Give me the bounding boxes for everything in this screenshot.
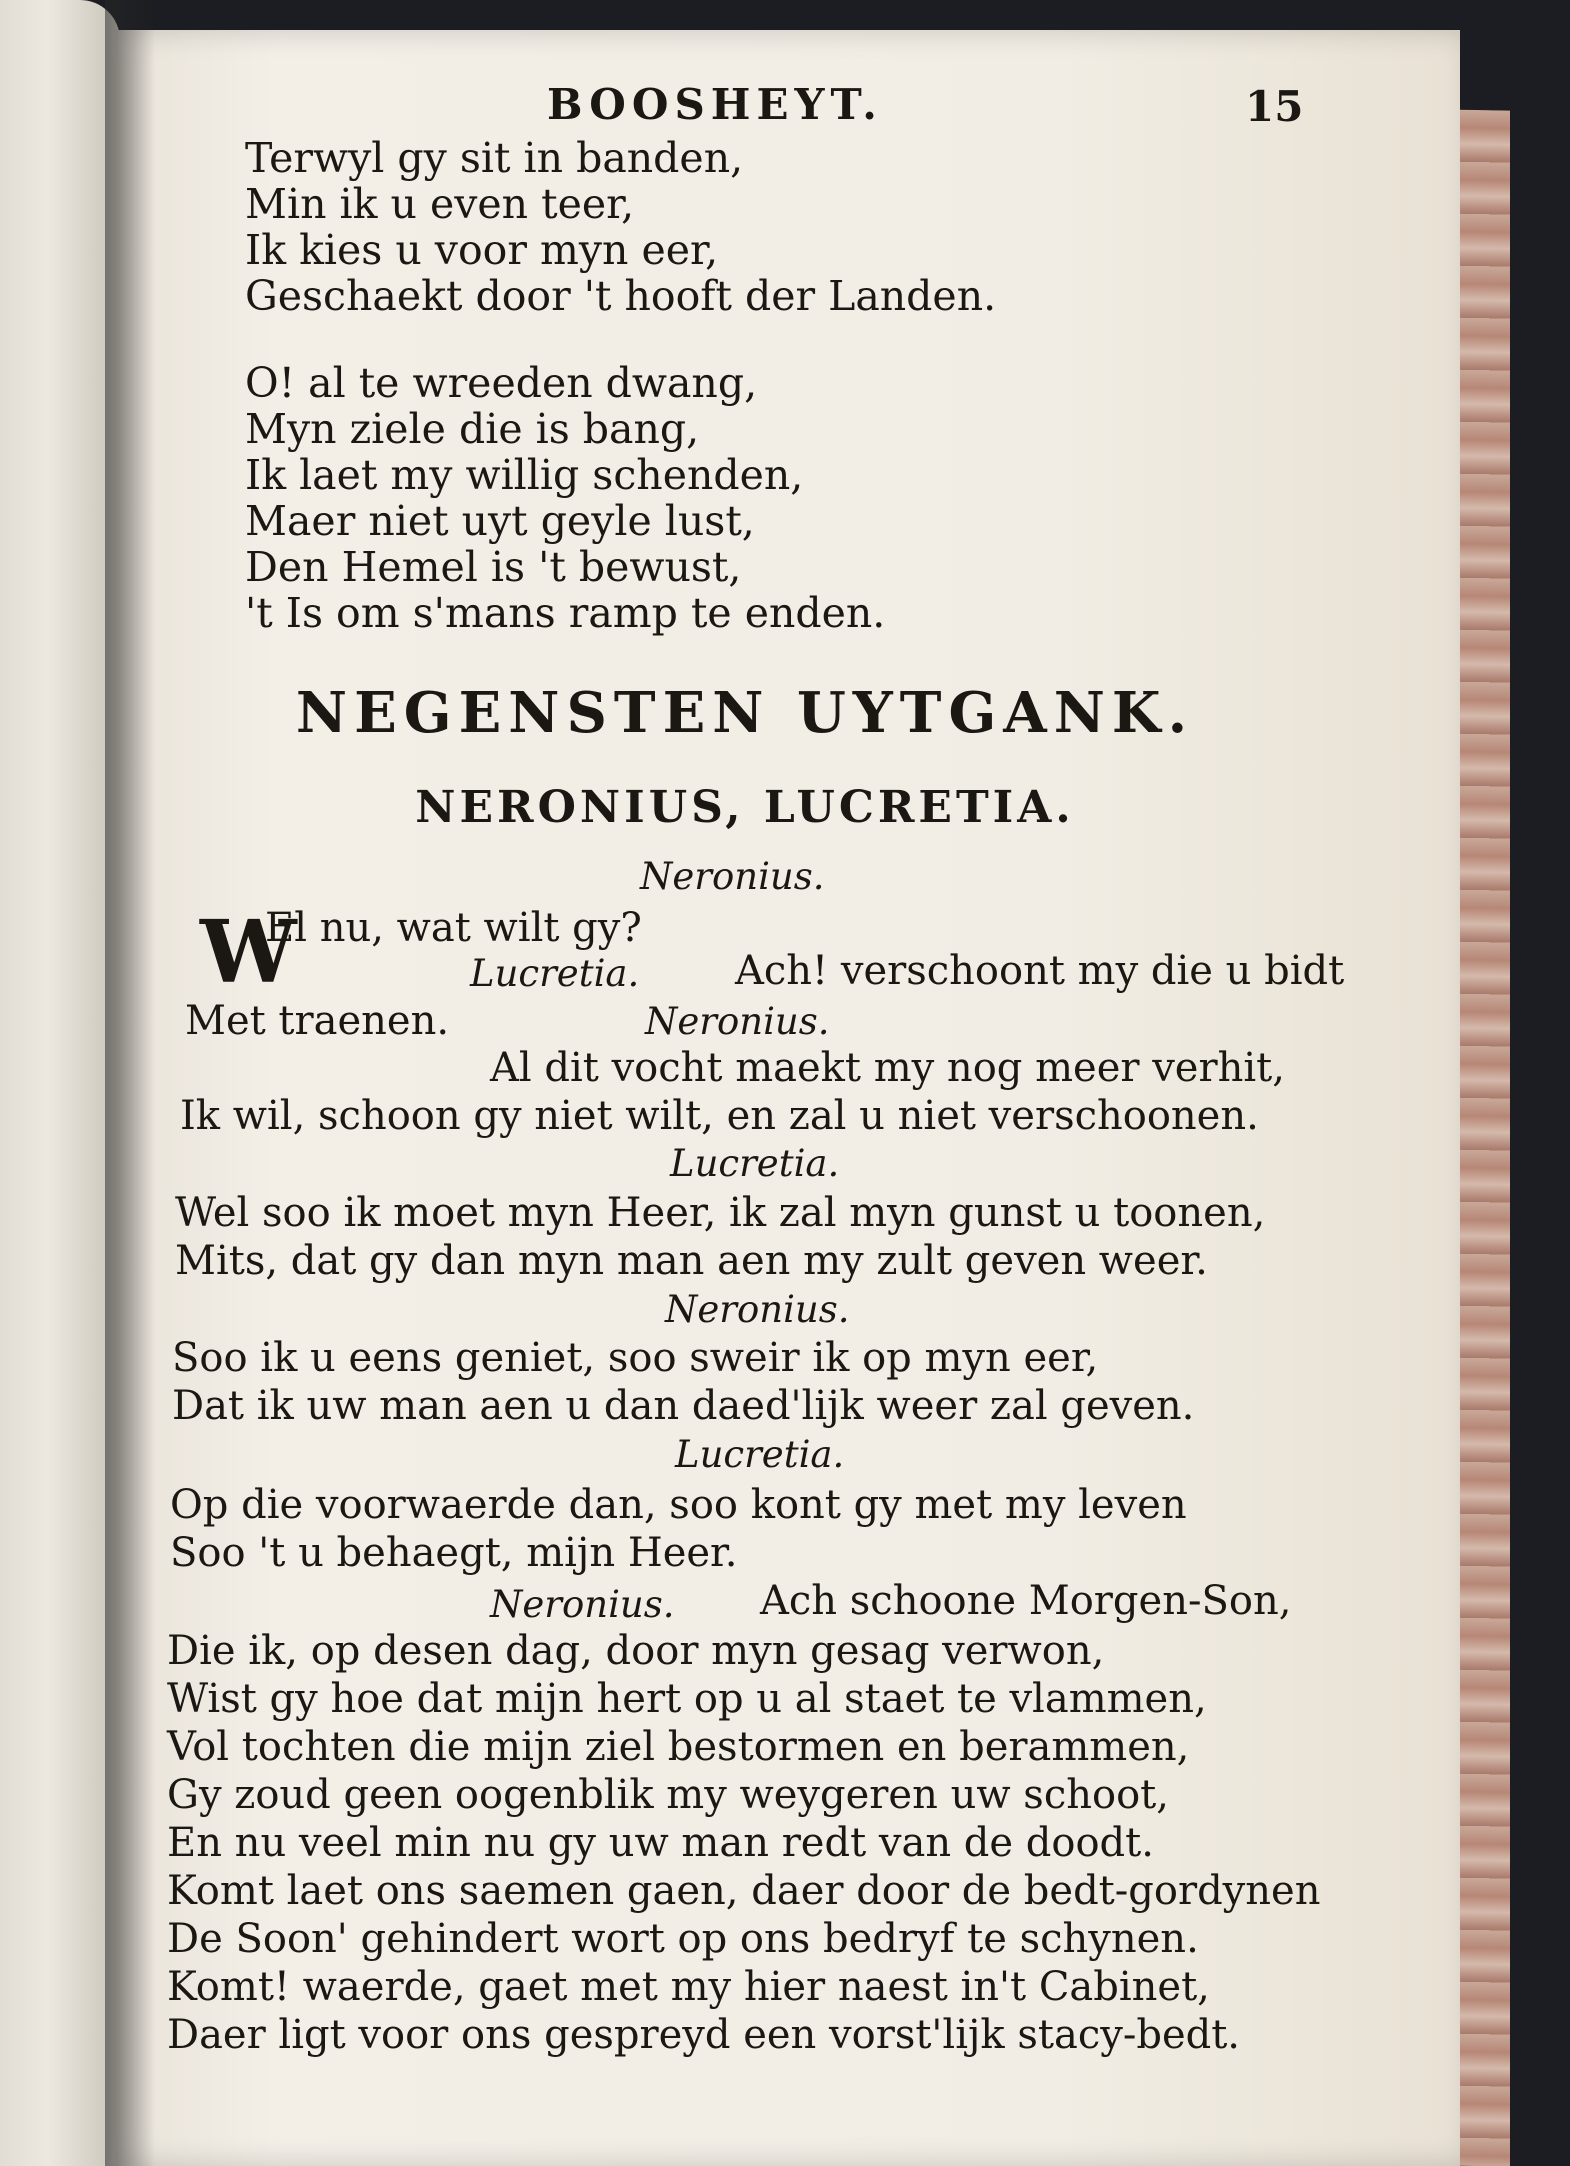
dialogue-line: Wist gy hoe dat mijn hert op u al staet te vlammen, [167,1676,1207,1722]
verse-line: O! al te wreeden dwang, [245,359,758,407]
scene-title: NEGENSTEN UYTGANK. [295,680,1195,746]
speaker-label: Lucretia. [675,1433,845,1476]
verse-line: Den Hemel is 't bewust, [245,543,742,591]
page-number: 15 [1245,82,1304,131]
speaker-label: Lucretia. [670,1142,840,1185]
dialogue-line: Daer ligt voor ons gespreyd een vorst'lijk stacy-bedt. [167,2012,1241,2058]
speaker-label: Neronius. [640,855,825,898]
verse-line: Geschaekt door 't hooft der Landen. [245,272,997,320]
spine-shadow [105,0,155,2166]
dialogue-line: Soo ik u eens geniet, soo sweir ik op myn eer, [172,1335,1099,1381]
speaker-label: Neronius. [645,1000,830,1043]
dialogue-line: Ach! verschoont my die u bidt [735,948,1345,994]
dialogue-line: Op die voorwaerde dan, soo kont gy met my leven [170,1482,1187,1528]
dialogue-line: En nu veel min nu gy uw man redt van de doodt. [167,1820,1154,1866]
page-header [115,80,1415,140]
dialogue-line: Ach schoone Morgen-Son, [760,1578,1292,1624]
page-content [115,30,1460,2166]
dialogue-line: Al dit vocht maekt my nog meer verhit, [490,1045,1285,1091]
dialogue-line: De Soon' gehindert wort op ons bedryf te schynen. [167,1916,1199,1962]
dialogue-line: Komt! waerde, gaet met my hier naest in't Cabinet, [167,1964,1210,2010]
speaker-label: Neronius. [490,1583,675,1626]
dialogue-line: Met traenen. [185,998,450,1044]
dialogue-line: Ik wil, schoon gy niet wilt, en zal u niet verschoonen. [180,1093,1259,1139]
dialogue-line: Gy zoud geen oogenblik my weygeren uw schoot, [167,1772,1169,1818]
verse-stanza-1 [245,135,996,319]
verse-line: Min ik u even teer, [245,180,635,228]
speaker-label: Lucretia. [470,952,640,995]
dialogue-line: Die ik, op desen dag, door myn gesag verwon, [167,1628,1105,1674]
left-page-edge [0,0,120,2166]
dialogue-line: Dat ik uw man aen u dan daed'lijk weer zal geven. [172,1383,1195,1429]
verse-stanza-2 [245,360,885,636]
verse-line: Myn ziele die is bang, [245,405,700,453]
verse-line: Maer niet uyt geyle lust, [245,497,755,545]
scene-characters: NERONIUS, LUCRETIA. [415,782,1075,833]
dialogue-line: Soo 't u behaegt, mijn Heer. [170,1530,738,1576]
verse-line: 't Is om s'mans ramp te enden. [245,589,886,637]
drop-cap: W [200,902,297,1003]
verse-line: Terwyl gy sit in banden, [245,134,744,182]
dialogue-line: Mits, dat gy dan myn man aen my zult geven weer. [175,1238,1208,1284]
dialogue-line: Komt laet ons saemen gaen, daer door de bedt-gordynen [167,1868,1321,1914]
dialogue-line: Wel soo ik moet myn Heer, ik zal myn gunst u toonen, [175,1190,1266,1236]
verse-line: Ik laet my willig schenden, [245,451,804,499]
dialogue-line: El nu, wat wilt gy? [265,905,642,951]
speaker-label: Neronius. [665,1288,850,1331]
dialogue-line: Vol tochten die mijn ziel bestormen en berammen, [167,1724,1190,1770]
running-head: BOOSHEYT. [547,80,883,129]
verse-line: Ik kies u voor myn eer, [245,226,719,274]
book-page [115,30,1460,2166]
